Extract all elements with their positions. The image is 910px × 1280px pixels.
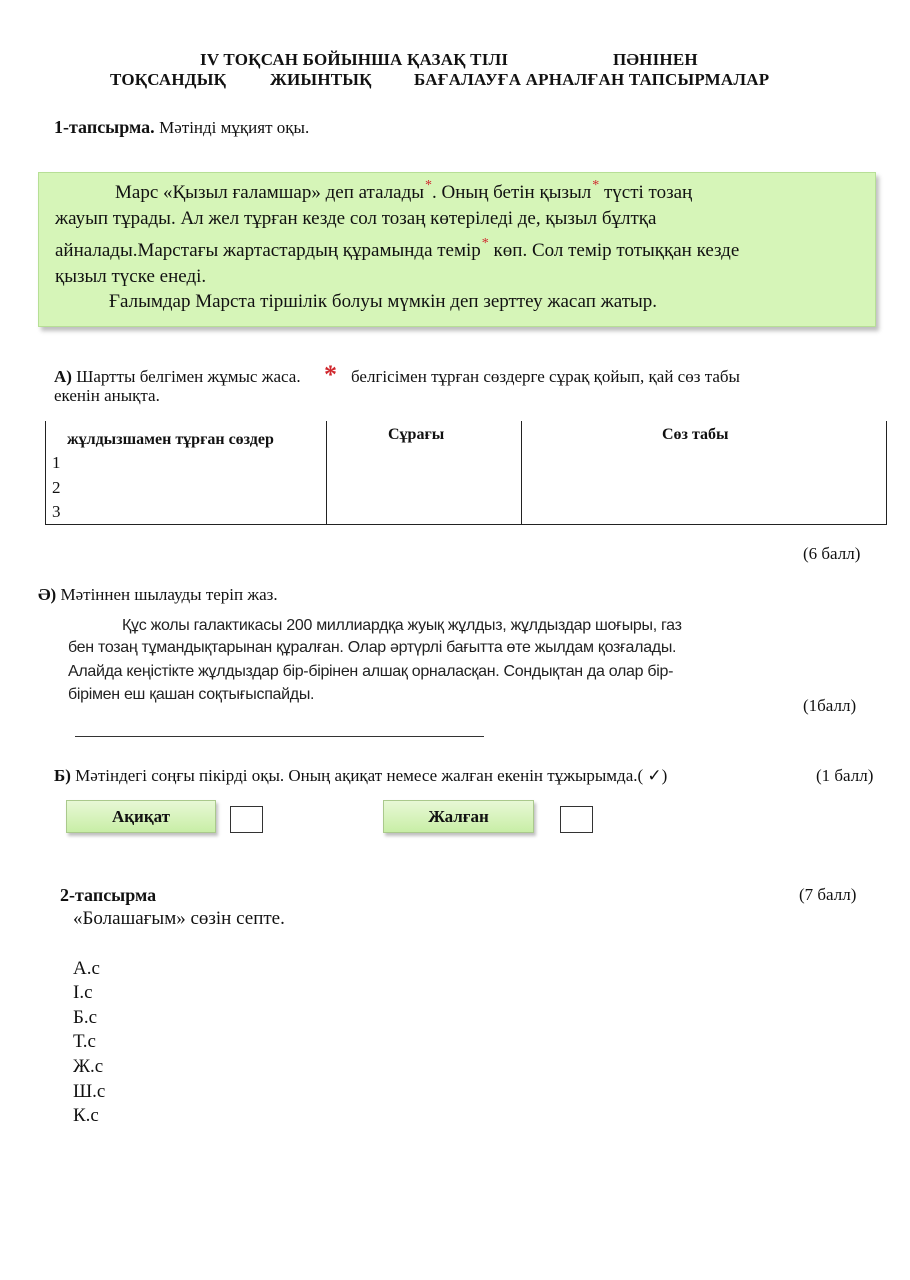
reading-text-box (38, 172, 876, 327)
sectionA-instruction-line2: екенін анықта. (54, 386, 160, 405)
task1-title: 1-тапсырма. (54, 117, 155, 137)
reading-line-1-part-c: түсті тозаң (599, 182, 693, 203)
answer-table (45, 421, 887, 525)
sectionB-label: Б) (54, 766, 71, 785)
milky-way-line-4: бірімен еш қашан соқтығыспайды. (68, 686, 315, 703)
case-item-4: Т.с (73, 1031, 96, 1052)
header-line1-subject: IV ТОҚСАН БОЙЫНША ҚАЗАҚ ТІЛІ (200, 50, 509, 69)
sectionA-instruction-part2: белгісімен тұрған сөздерге сұрақ қойып, қай сөз табы (351, 367, 740, 386)
sectionAE-heading (38, 585, 278, 605)
case-item-2: І.с (73, 982, 93, 1003)
table-row-1-number: 1 (52, 453, 61, 472)
header-line1-subject-suffix: ПӘНІНЕН (613, 50, 698, 69)
false-button[interactable]: Жалған (383, 800, 534, 833)
sectionA-label: А) (54, 367, 72, 386)
reading-line-5: Ғалымдар Марста тіршілік болуы мүмкін деп зерттеу жасап жатыр. (109, 291, 658, 312)
case-item-1: А.с (73, 958, 100, 979)
header-line2-word1: ТОҚСАНДЫҚ (110, 70, 227, 89)
sectionAE-instruction: Мәтіннен шылауды теріп жаз. (60, 585, 278, 604)
big-star-icon: * (324, 360, 337, 389)
task2-instruction: «Болашағым» сөзін септе. (73, 908, 285, 929)
sectionA-instruction-part1: Шартты белгімен жұмыс жаса. (76, 367, 301, 386)
case-item-3: Б.с (73, 1007, 98, 1028)
table-header-part-of-speech: Сөз табы (662, 426, 729, 443)
milky-way-line-1: Құс жолы галактикасы 200 миллиардқа жуық жұлдыз, жұлдыздар шоғыры, газ (122, 617, 682, 634)
case-item-5: Ж.с (73, 1056, 104, 1077)
sectionB-heading (54, 766, 667, 786)
sectionAE-label: Ә) (38, 585, 57, 604)
star-marker-1: * (425, 178, 433, 193)
answer-line[interactable] (75, 736, 484, 737)
task1-heading (54, 117, 309, 138)
reading-line-2: жауып тұрады. Ал жел тұрған кезде сол тозаң көтеріледі де, қызыл бұлтқа (55, 208, 657, 229)
task1-instruction: Мәтінді мұқият оқы. (159, 118, 310, 137)
true-checkbox[interactable] (230, 806, 263, 833)
sectionAE-score: (1балл) (803, 696, 857, 715)
milky-way-line-3: Алайда кеңістікте жұлдыздар бір-бірінен алшақ орналасқан. Сондықтан да олар бір- (68, 663, 674, 680)
reading-line-3-part-b: көп. Сол темір тотыққан кезде (488, 240, 740, 261)
reading-line-3-part-a: айналады.Марстағы жартастардың құрамында темір (55, 240, 481, 261)
table-row-2-number: 2 (52, 478, 61, 497)
star-marker-2: * (592, 178, 600, 193)
header-line2-word3: БАҒАЛАУҒА АРНАЛҒАН ТАПСЫРМАЛАР (414, 70, 770, 89)
task2-score: (7 балл) (799, 885, 857, 904)
task2-title: 2-тапсырма (60, 885, 157, 905)
case-item-6: Ш.с (73, 1081, 106, 1102)
sectionA-line1 (54, 367, 301, 387)
false-checkbox[interactable] (560, 806, 593, 833)
true-button[interactable]: Ақиқат (66, 800, 216, 833)
table-header-words: жұлдызшамен тұрған сөздер (67, 431, 274, 448)
table-header-question: Сұрағы (388, 426, 445, 443)
table-row-3-number: 3 (52, 502, 61, 521)
sectionB-score: (1 балл) (816, 766, 874, 785)
reading-line-1-part-a: Марс «Қызыл ғаламшар» деп аталады (115, 182, 425, 203)
reading-line-1-part-b: . Оның бетін қызыл (432, 182, 592, 203)
case-item-7: К.с (73, 1105, 99, 1126)
star-marker-3: * (481, 236, 489, 251)
sectionB-instruction: Мәтіндегі соңғы пікірді оқы. Оның ақиқат немесе жалған екенін тұжырымда.( ✓) (75, 766, 668, 785)
header-line2-word2: ЖИЫНТЫҚ (270, 70, 372, 89)
sectionA-score: (6 балл) (803, 544, 861, 563)
reading-line-4: қызыл түске енеді. (55, 266, 207, 287)
milky-way-line-2: бен тозаң тұмандықтарынан құралған. Олар әртүрлі бағытта өте жылдам қозғалады. (68, 639, 677, 656)
